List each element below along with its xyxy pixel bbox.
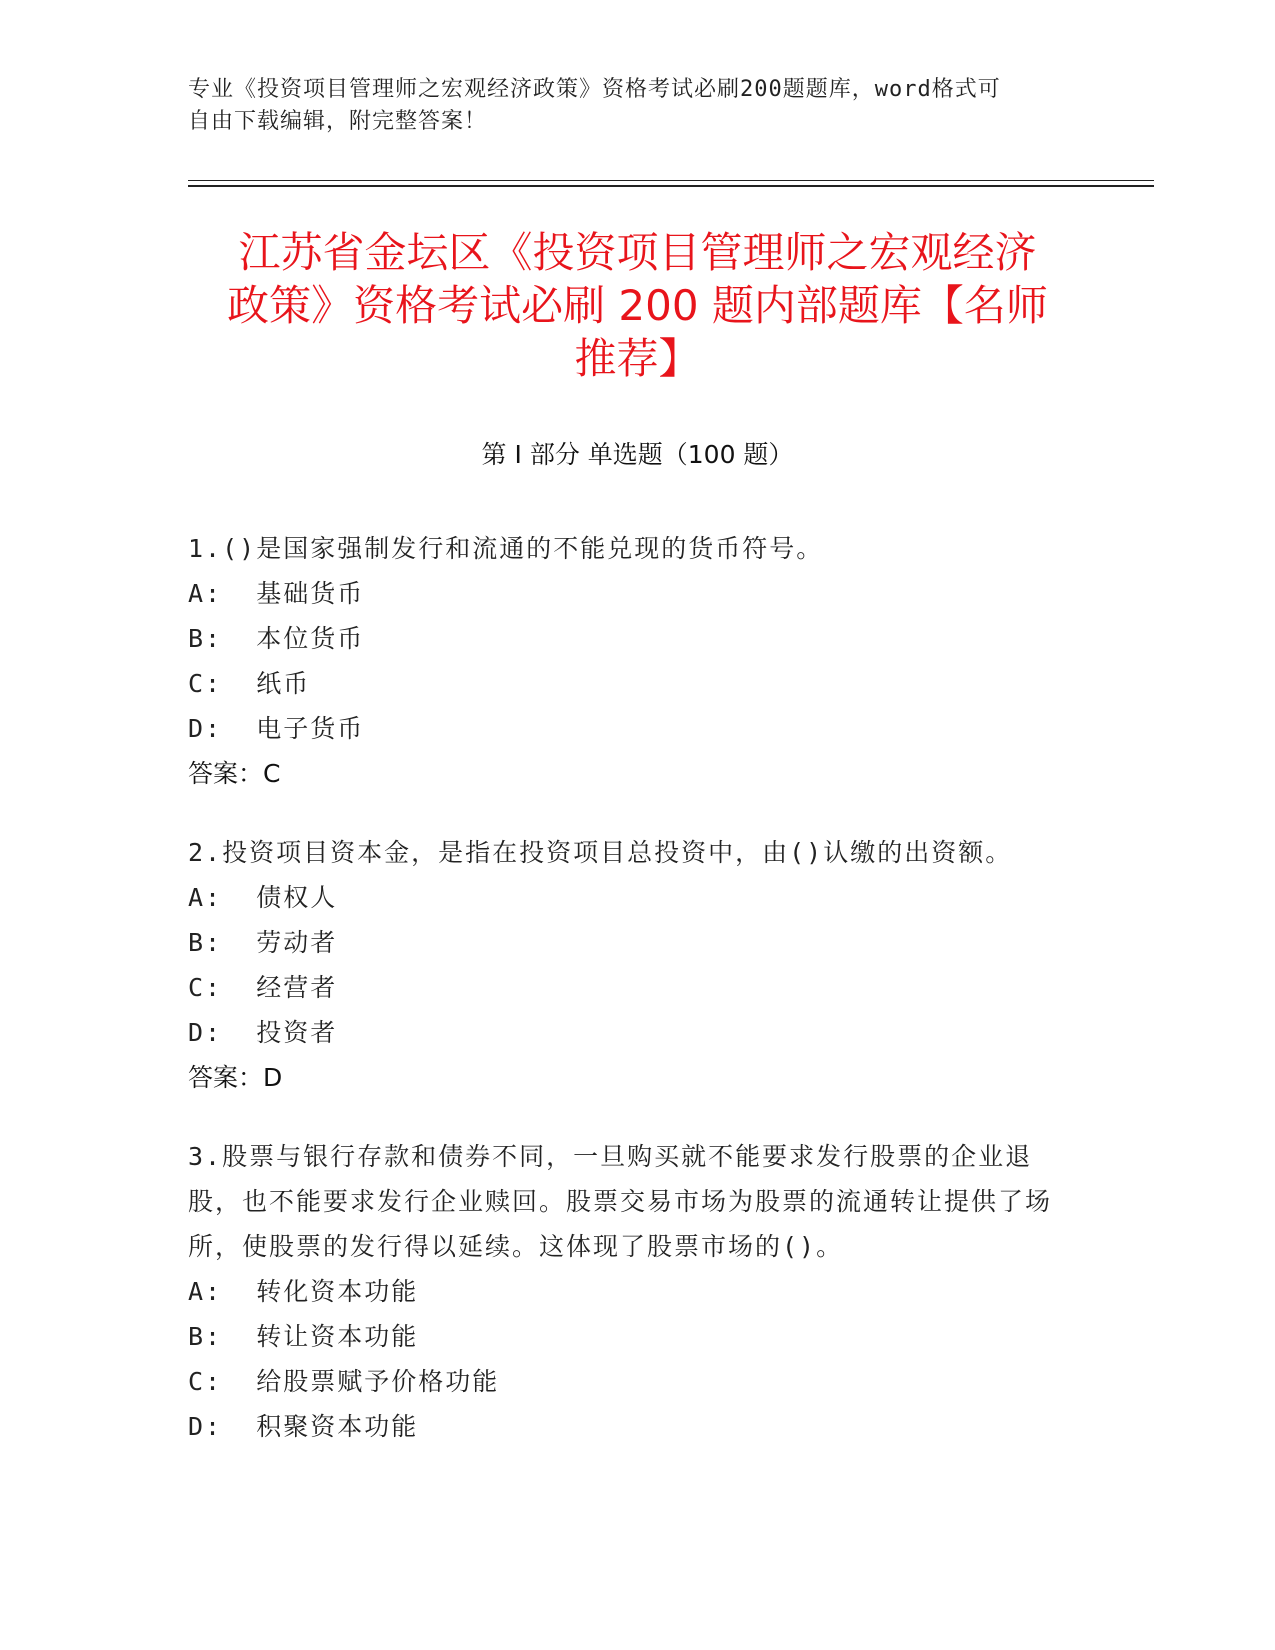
section-title: 第 I 部分 单选题（100 题） [481,440,794,469]
option-c: C: 纸币 [188,669,311,698]
document-title-line1: 江苏省金坛区《投资项目管理师之宏观经济 [238,228,1037,277]
option-b: B: 本位货币 [188,624,365,653]
question-stem: 2.投资项目资本金，是指在投资项目总投资中，由()认缴的出资额。 [188,838,1013,867]
header-divider-thick [188,185,1154,187]
header-divider-thin [188,180,1154,181]
question-3 [188,1134,1068,1449]
option-d: D: 投资者 [188,1018,338,1047]
option-a: A: 转化资本功能 [188,1277,419,1306]
question-stem: 1.()是国家强制发行和流通的不能兑现的货币符号。 [188,534,824,563]
question-1 [188,526,1068,796]
option-b: B: 转让资本功能 [188,1322,419,1351]
option-c: C: 经营者 [188,973,338,1002]
option-b: B: 劳动者 [188,928,338,957]
option-d: D: 电子货币 [188,714,365,743]
question-list [188,526,1068,1483]
question-2 [188,830,1068,1100]
header-note-line2: 自由下载编辑，附完整答案！ [188,109,488,134]
header-note-line1: 专业《投资项目管理师之宏观经济政策》资格考试必刷200题题库，word格式可 [188,77,1001,102]
header-note [188,74,1088,138]
option-a: A: 基础货币 [188,579,365,608]
answer: 答案：D [188,1063,283,1092]
document-title-line3: 推荐】 [574,334,701,383]
document-title-line2: 政策》资格考试必刷 200 题内部题库【名师 [227,281,1048,330]
document-title [150,226,1125,385]
option-a: A: 债权人 [188,883,338,912]
option-d: D: 积聚资本功能 [188,1412,419,1441]
option-c: C: 给股票赋予价格功能 [188,1367,500,1396]
answer: 答案：C [188,759,281,788]
question-stem: 3.股票与银行存款和债券不同，一旦购买就不能要求发行股票的企业退股，也不能要求发行企业赎回。股票交易市场为股票的流通转让提供了场所，使股票的发行得以延续。这体现了股票市场的()。 [188,1142,1053,1261]
